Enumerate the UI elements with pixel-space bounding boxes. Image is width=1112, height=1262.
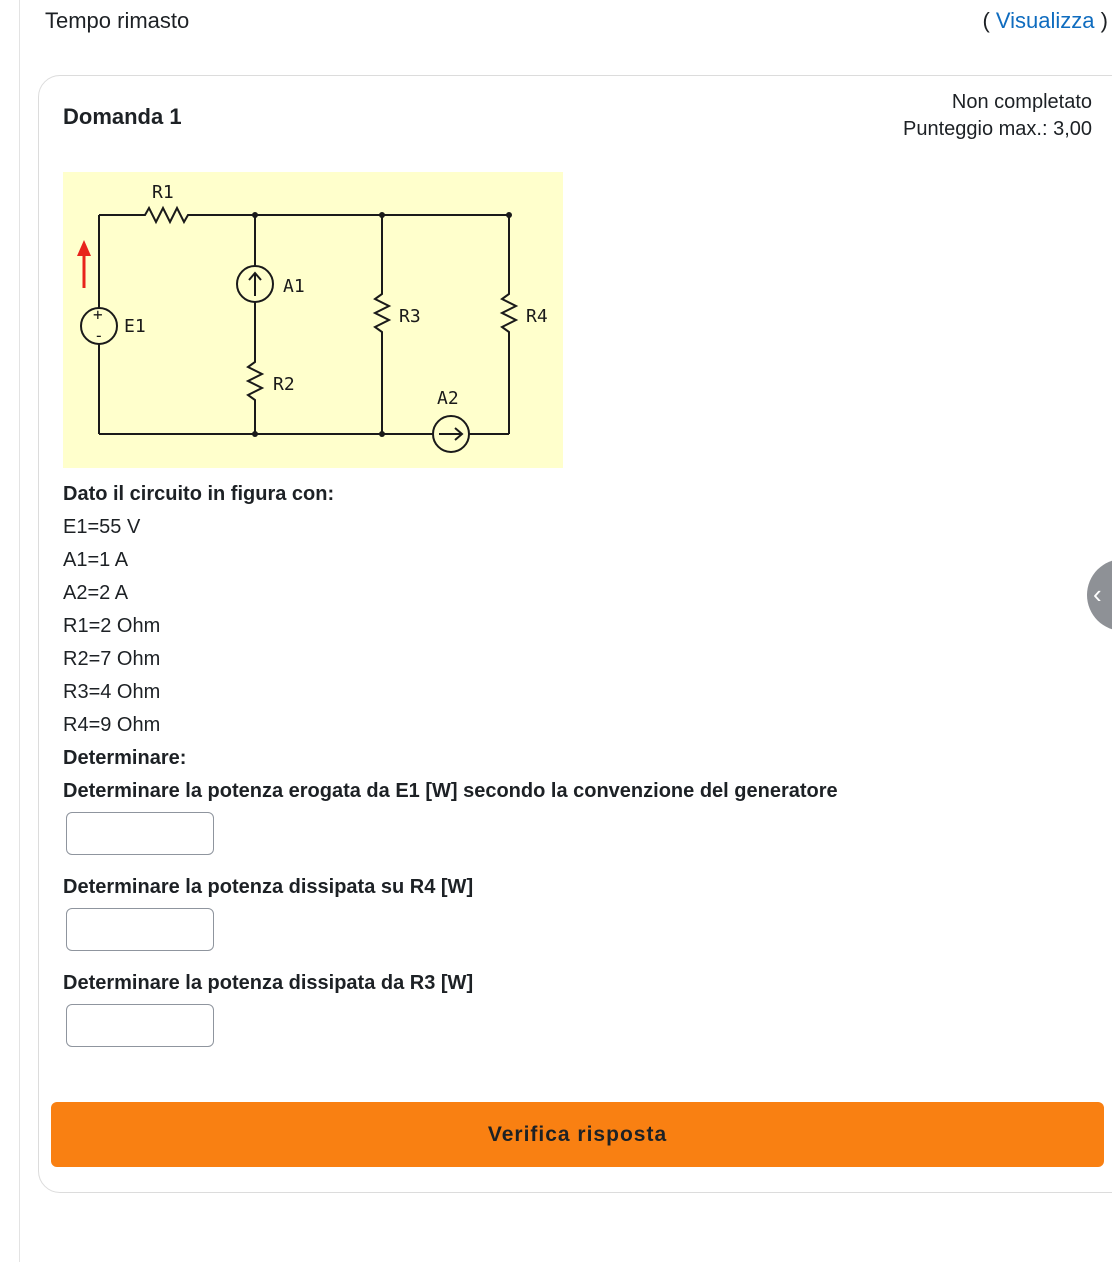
r4-label: R4 bbox=[526, 306, 548, 327]
question-status: Non completato bbox=[951, 91, 1092, 113]
question-max-score: Punteggio max.: 3,00 bbox=[902, 118, 1092, 140]
determine-heading: Determinare: bbox=[63, 747, 187, 769]
timer-close-paren: ) bbox=[1094, 8, 1108, 33]
param-a2: A2=2 A bbox=[63, 582, 129, 604]
r1-label: R1 bbox=[152, 182, 174, 203]
r3-label: R3 bbox=[399, 306, 421, 327]
question-info bbox=[903, 89, 1092, 143]
r3-resistor bbox=[375, 215, 389, 434]
param-a1: A1=1 A bbox=[63, 549, 129, 571]
circuit-figure bbox=[63, 172, 563, 468]
r2-resistor bbox=[248, 302, 262, 434]
answer-input-2[interactable] bbox=[66, 908, 214, 951]
verify-answer-button[interactable]: Verifica risposta bbox=[51, 1102, 1104, 1167]
param-e1: E1=55 V bbox=[63, 516, 141, 538]
answer-input-1[interactable] bbox=[66, 812, 214, 855]
timer-label: Tempo rimasto bbox=[45, 8, 190, 33]
subquestion-1-text: Determinare la potenza erogata da E1 [W] secondo la convenzione del generatore bbox=[63, 780, 838, 802]
chevron-left-icon: ‹ bbox=[1093, 579, 1102, 609]
timer-toggle bbox=[982, 8, 1108, 34]
timer-show-link[interactable]: Visualizza bbox=[995, 8, 1095, 33]
e1-plus-label: + bbox=[93, 305, 103, 324]
a2-label: A2 bbox=[437, 388, 459, 409]
r1-resistor bbox=[99, 208, 509, 222]
r4-resistor bbox=[502, 215, 516, 434]
a1-label: A1 bbox=[283, 276, 305, 297]
question-intro: Dato il circuito in figura con: bbox=[63, 483, 335, 505]
subquestion-2-text: Determinare la potenza dissipata su R4 [W] bbox=[63, 876, 474, 898]
page-left-border bbox=[19, 0, 20, 1262]
e1-label: E1 bbox=[124, 316, 146, 337]
question-title: Domanda 1 bbox=[63, 104, 182, 129]
answer-input-3[interactable] bbox=[66, 1004, 214, 1047]
e1-current-arrow-icon bbox=[77, 240, 91, 288]
circuit-diagram bbox=[63, 172, 563, 468]
subquestion-3-text: Determinare la potenza dissipata da R3 [W] bbox=[63, 972, 474, 994]
timer-open-paren: ( bbox=[982, 8, 996, 33]
e1-minus-label: - bbox=[94, 326, 104, 345]
param-r2: R2=7 Ohm bbox=[63, 648, 161, 670]
param-r1: R1=2 Ohm bbox=[63, 615, 161, 637]
param-r3: R3=4 Ohm bbox=[63, 681, 161, 703]
param-r4: R4=9 Ohm bbox=[63, 714, 161, 736]
r2-label: R2 bbox=[273, 374, 295, 395]
